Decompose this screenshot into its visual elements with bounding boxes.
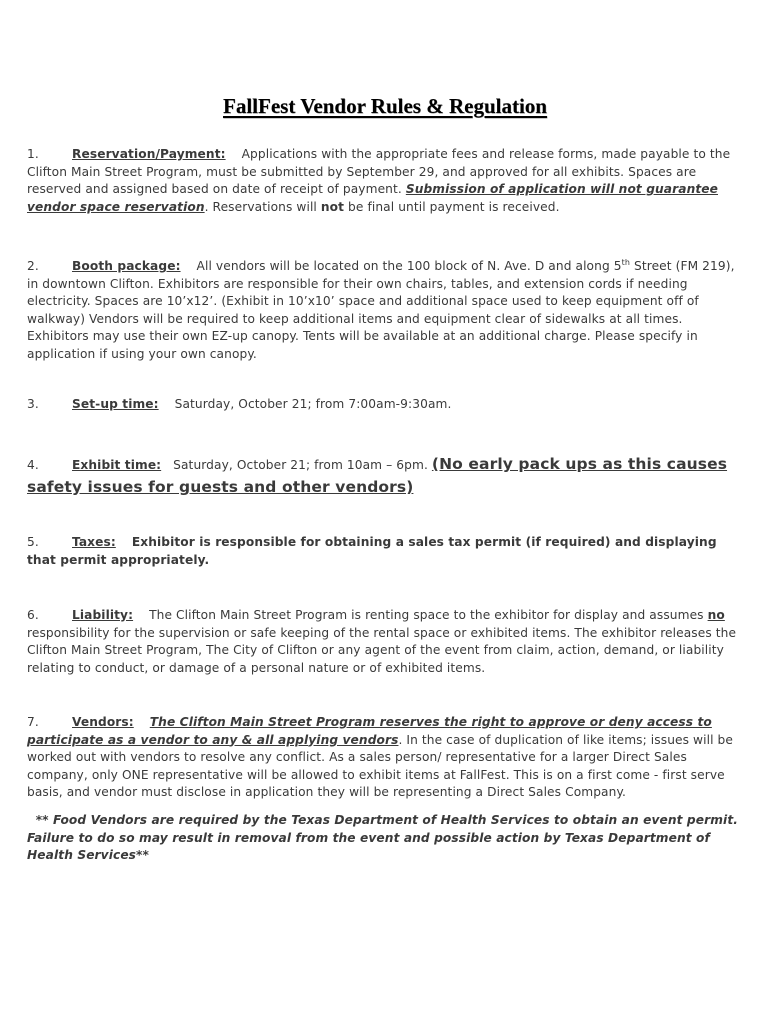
rule-emphasis: (No early pack ups as this causes safety issues for guests and other vendors) xyxy=(27,455,728,496)
rule-number: 7. xyxy=(27,715,39,729)
rule-superscript: th xyxy=(621,258,631,267)
rule-emphasis: no xyxy=(707,608,725,622)
rule-text: Saturday, October 21; from 7:00am-9:30am. xyxy=(174,397,452,411)
rule-text: The Clifton Main Street Program is renting space to the exhibitor for display and assumes xyxy=(149,608,708,622)
rule-text: . Reservations will xyxy=(204,199,321,214)
rule-text: . In the case of duplication of like items; issues will be worked out with vendors to resolve any conflict. As a sales person/ representative for a larger Direct Sales company, only ONE representative will be allowed to exhibit items at FallFest. This is on a first come - first serve basis, and vendor must disclose in application they will be representing a Direct Sales Company. xyxy=(27,732,733,799)
rule-heading: Set-up time: xyxy=(72,397,159,411)
rule-heading: Reservation/Payment: xyxy=(72,147,226,161)
rule-exhibit-time xyxy=(27,453,743,499)
rule-number: 1. xyxy=(27,147,39,161)
rule-setup-time xyxy=(27,396,743,414)
rule-number: 4. xyxy=(27,458,39,472)
rule-heading: Taxes: xyxy=(72,535,116,549)
rule-number: 5. xyxy=(27,535,39,549)
rule-text: Saturday, October 21; from 10am – 6pm xyxy=(173,458,424,472)
rule-heading: Vendors: xyxy=(72,715,134,729)
page-title: FallFest Vendor Rules & Regulation xyxy=(223,94,547,118)
rule-text: responsibility for the supervision or safe keeping of the rental space or exhibited items. The exhibitor releases the Clifton Main Street Program, The City of Clifton or any agent of the event from claim, action, demand, or liability relating to conduct, or damage of a personal nature or of exhibited items. xyxy=(27,625,737,675)
rule-text: All vendors will be located on the 100 block of N. Ave. D and along 5 xyxy=(196,259,622,274)
rule-heading: Booth package: xyxy=(72,259,181,274)
rule-liability xyxy=(27,607,743,677)
food-vendor-note: ** Food Vendors are required by the Texas Department of Health Services to obtain an event permit. Failure to do so may result in removal from the event and possible action by Texas Department of Health Services** xyxy=(27,813,743,862)
rule-heading: Exhibit time: xyxy=(72,458,162,472)
rule-reservation-payment xyxy=(27,146,743,216)
rule-number: 2. xyxy=(27,259,39,274)
rule-emphasis: Submission of application will not guarantee vendor space reservation xyxy=(27,182,718,214)
rule-taxes xyxy=(27,534,743,569)
rule-text: Exhibitor is responsible for obtaining a sales tax permit (if required) and displaying that permit appropriately. xyxy=(27,535,717,567)
rule-text: . xyxy=(423,458,432,472)
rule-bold-word: not xyxy=(320,199,345,214)
rule-booth-package xyxy=(27,254,743,363)
rule-number: 6. xyxy=(27,608,39,622)
rule-text: Applications with the appropriate fees and release forms, made payable to the Clifton Main Street Program, must be submitted by September 29, and approved for all exhibits. Spaces are reserved and assigned based on date of receipt of payment. xyxy=(27,147,731,196)
rule-number: 3. xyxy=(27,397,39,411)
rule-text: be final until payment is received. xyxy=(344,199,560,214)
rule-heading: Liability: xyxy=(72,608,134,622)
rule-emphasis: The Clifton Main Street Program reserves the right to approve or deny access to participate as a vendor to any & all applying vendors xyxy=(27,715,712,747)
rule-text: Street (FM 219), in downtown Clifton. Exhibitors are responsible for their own chairs, tables, and extension cords if needing electricity. Spaces are 10’x12’. (Exhibit in 10’x10’ space and additional space used to keep equipment off of walkway) Vendors will be required to keep additional items and equipment clear of sidewalks at all times. Exhibitors may use their own EZ-up canopy. Tents will be available at an additional charge. Please specify in application if using your own canopy. xyxy=(27,259,735,361)
rule-vendors xyxy=(27,714,743,802)
